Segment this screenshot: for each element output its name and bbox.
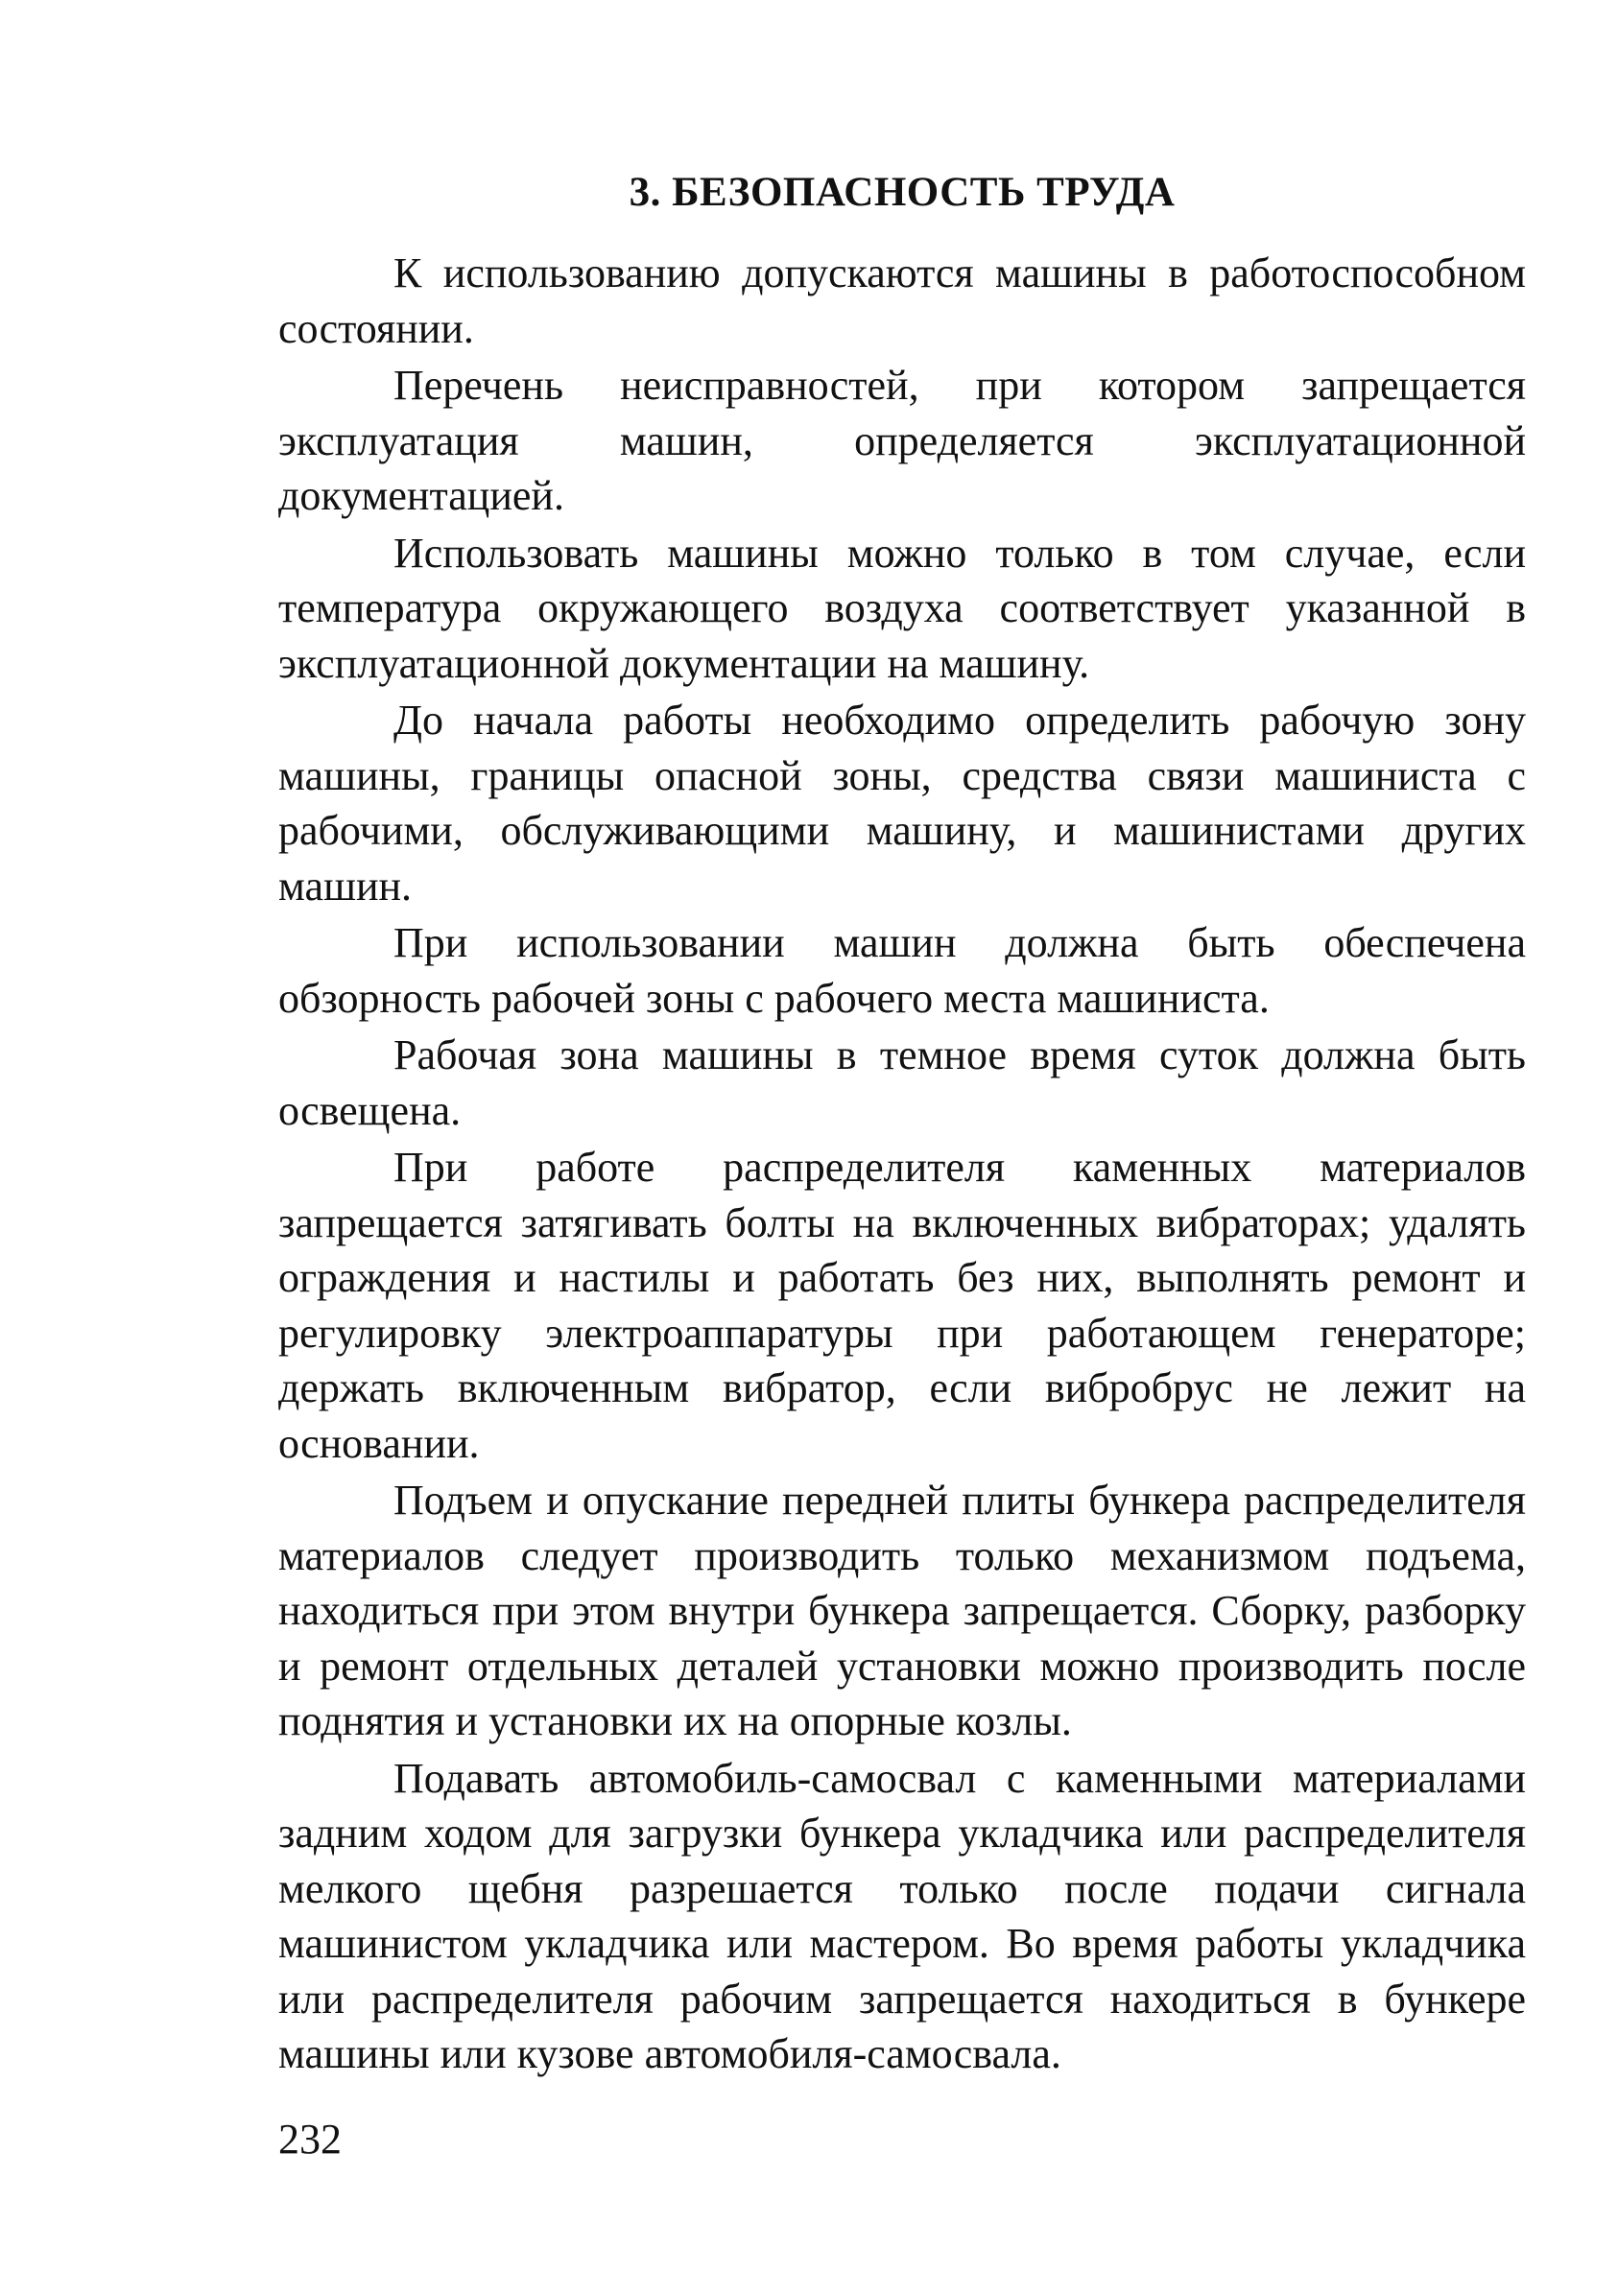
paragraph: К использованию допускаются машины в работоспособном состоянии. xyxy=(278,249,1526,352)
paragraph: При работе распределителя каменных материалов запрещается затягивать болты на включенных вибраторах; удалять ограждения и настилы и работать без них, выполнять ремонт и регулировку электроаппаратуры при работающем генераторе; держать включенным вибратор, если вибробрус не лежит на основании. xyxy=(278,1144,1526,1467)
paragraph: Рабочая зона машины в темное время суток должна быть освещена. xyxy=(278,1031,1526,1134)
paragraph-list xyxy=(278,246,1526,2082)
paragraph: Подъем и опускание передней плиты бункера распределителя материалов следует производить только механизмом подъема, находиться при этом внутри бункера запрещается. Сборку, разборку и ремонт отдельных деталей установки можно производить после поднятия и установки их на опорные козлы. xyxy=(278,1477,1526,1744)
paragraph: При использовании машин должна быть обеспечена обзорность рабочей зоны с рабочего места машиниста. xyxy=(278,919,1526,1022)
page-number: 232 xyxy=(278,2116,342,2163)
page-body xyxy=(278,163,1526,2084)
paragraph: До начала работы необходимо определить рабочую зону машины, границы опасной зоны, средства связи машиниста с рабочими, обслуживающими машину, и машинистами других машин. xyxy=(278,697,1526,910)
paragraph: Подавать автомобиль-самосвал с каменными материалами задним ходом для загрузки бункера укладчика или распределителя мелкого щебня разрешается только после подачи сигнала машинистом укладчика или мастером. Во время работы укладчика или распределителя рабочим запрещается находиться в бункере машины или кузове автомобиля-самосвала. xyxy=(278,1754,1526,2077)
paragraph: Использовать машины можно только в том случае, если температура окружающего воздуха соответствует указанной в эксплуатационной документации на машину. xyxy=(278,529,1526,687)
section-title: 3. БЕЗОПАСНОСТЬ ТРУДА xyxy=(629,170,1176,215)
paragraph: Перечень неисправностей, при котором запрещается эксплуатация машин, определяется эксплуатационной документацией. xyxy=(278,362,1526,519)
